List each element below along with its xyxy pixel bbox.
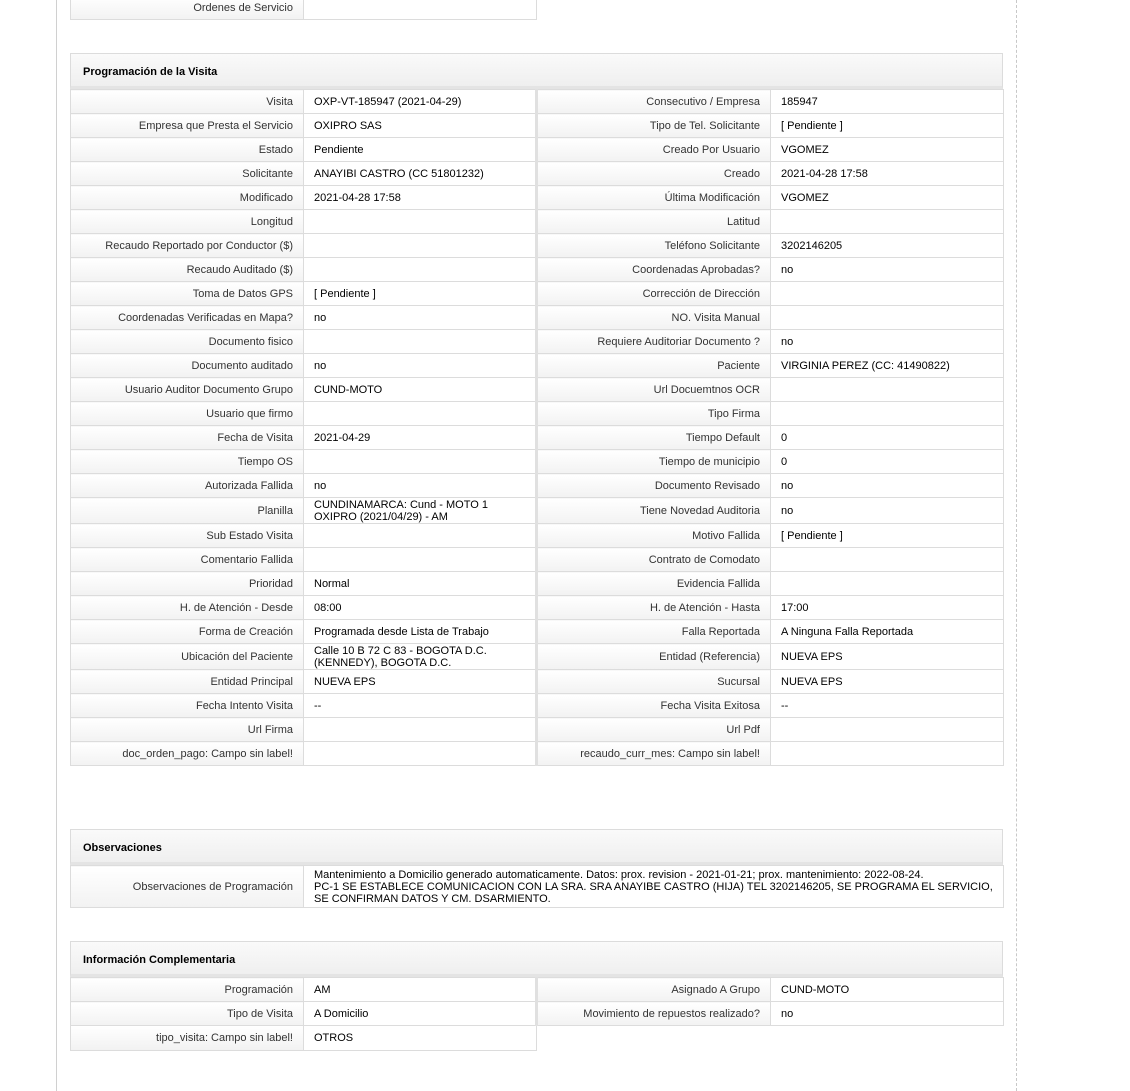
field-row bbox=[71, 186, 1004, 210]
field-label: Tipo de Tel. Solicitante bbox=[537, 114, 771, 138]
field-label: NO. Visita Manual bbox=[537, 306, 771, 330]
field-value bbox=[304, 402, 537, 426]
field-value: 17:00 bbox=[771, 596, 1004, 620]
field-value: AM bbox=[304, 978, 537, 1002]
field-row bbox=[71, 210, 1004, 234]
field-row bbox=[71, 1002, 1004, 1026]
field-value bbox=[771, 402, 1004, 426]
field-label: Creado Por Usuario bbox=[537, 138, 771, 162]
field-label: Evidencia Fallida bbox=[537, 572, 771, 596]
field-value: -- bbox=[771, 694, 1004, 718]
field-value: no bbox=[771, 258, 1004, 282]
field-row bbox=[71, 138, 1004, 162]
field-value bbox=[304, 450, 537, 474]
left-page-border bbox=[56, 0, 57, 1091]
field-row bbox=[71, 644, 1004, 670]
field-value bbox=[771, 718, 1004, 742]
field-value: Programada desde Lista de Trabajo bbox=[304, 620, 537, 644]
field-row bbox=[71, 258, 1004, 282]
field-label: Tipo Firma bbox=[537, 402, 771, 426]
field-label: Usuario que firmo bbox=[71, 402, 304, 426]
field-label: Url Docuemtnos OCR bbox=[537, 378, 771, 402]
field-label: Consecutivo / Empresa bbox=[537, 90, 771, 114]
field-value: A Domicilio bbox=[304, 1002, 537, 1026]
section-title: Información Complementaria bbox=[70, 941, 1003, 977]
field-value: no bbox=[771, 498, 1004, 524]
field-label: Url Firma bbox=[71, 718, 304, 742]
field-label: Requiere Auditoriar Documento ? bbox=[537, 330, 771, 354]
field-value: VGOMEZ bbox=[771, 186, 1004, 210]
field-row bbox=[71, 548, 1004, 572]
field-row bbox=[71, 524, 1004, 548]
field-value: no bbox=[304, 474, 537, 498]
field-value: ANAYIBI CASTRO (CC 51801232) bbox=[304, 162, 537, 186]
field-value: NUEVA EPS bbox=[304, 670, 537, 694]
field-row bbox=[71, 354, 1004, 378]
observaciones-text: Mantenimiento a Domicilio generado automaticamente. Datos: prox. revision - 2021-01-21; prox. mantenimiento: 2022-08-24. PC-1 SE ESTABLECE COMUNICACION CON LA SRA. SRA ANAYIBE CASTRO (HIJA) TEL 3202146205, SE PROGRAMA EL SERVICIO, SE CONFIRMAN DATOS Y CM. DSARMIENTO. bbox=[304, 866, 1004, 908]
field-label: Teléfono Solicitante bbox=[537, 234, 771, 258]
field-value: OXIPRO SAS bbox=[304, 114, 537, 138]
field-label: Visita bbox=[71, 90, 304, 114]
field-value: 2021-04-29 bbox=[304, 426, 537, 450]
field-label: Tipo de Visita bbox=[71, 1002, 304, 1026]
field-label: Estado bbox=[71, 138, 304, 162]
field-value: -- bbox=[304, 694, 537, 718]
field-label: Sucursal bbox=[537, 670, 771, 694]
field-label: Planilla bbox=[71, 498, 304, 524]
field-value bbox=[304, 258, 537, 282]
field-label: Tiempo OS bbox=[71, 450, 304, 474]
field-row bbox=[71, 450, 1004, 474]
programacion-table bbox=[70, 89, 1004, 766]
field-value bbox=[771, 282, 1004, 306]
field-value: 0 bbox=[771, 450, 1004, 474]
field-label: Modificado bbox=[71, 186, 304, 210]
field-value: A Ninguna Falla Reportada bbox=[771, 620, 1004, 644]
field-row bbox=[71, 426, 1004, 450]
field-label: Entidad Principal bbox=[71, 670, 304, 694]
section-title: Programación de la Visita bbox=[70, 53, 1003, 89]
field-value: no bbox=[304, 306, 537, 330]
field-label: H. de Atención - Hasta bbox=[537, 596, 771, 620]
field-label: Corrección de Dirección bbox=[537, 282, 771, 306]
field-label: Coordenadas Verificadas en Mapa? bbox=[71, 306, 304, 330]
field-value: 08:00 bbox=[304, 596, 537, 620]
field-label: Movimiento de repuestos realizado? bbox=[537, 1002, 771, 1026]
field-row bbox=[71, 306, 1004, 330]
field-label: Tiempo de municipio bbox=[537, 450, 771, 474]
field-label: Prioridad bbox=[71, 572, 304, 596]
field-row bbox=[71, 90, 1004, 114]
field-row bbox=[71, 694, 1004, 718]
field-label: Coordenadas Aprobadas? bbox=[537, 258, 771, 282]
field-value: no bbox=[304, 354, 537, 378]
field-label: Documento auditado bbox=[71, 354, 304, 378]
ordenes-servicio-table bbox=[70, 0, 537, 20]
field-label: Motivo Fallida bbox=[537, 524, 771, 548]
field-value: 0 bbox=[771, 426, 1004, 450]
field-value bbox=[771, 378, 1004, 402]
field-value bbox=[771, 742, 1004, 766]
field-value bbox=[771, 306, 1004, 330]
field-value: OXP-VT-185947 (2021-04-29) bbox=[304, 90, 537, 114]
field-value bbox=[304, 0, 537, 20]
complementaria-last-table bbox=[70, 1026, 537, 1051]
field-row bbox=[71, 402, 1004, 426]
field-label: doc_orden_pago: Campo sin label! bbox=[71, 742, 304, 766]
field-label: Recaudo Reportado por Conductor ($) bbox=[71, 234, 304, 258]
field-value bbox=[304, 742, 537, 766]
field-value: 3202146205 bbox=[771, 234, 1004, 258]
field-label: Ordenes de Servicio bbox=[71, 0, 304, 20]
field-label: Tiempo Default bbox=[537, 426, 771, 450]
field-value bbox=[771, 548, 1004, 572]
field-value bbox=[771, 572, 1004, 596]
field-label: Tiene Novedad Auditoria bbox=[537, 498, 771, 524]
field-value: 2021-04-28 17:58 bbox=[771, 162, 1004, 186]
field-label: Comentario Fallida bbox=[71, 548, 304, 572]
field-label: Contrato de Comodato bbox=[537, 548, 771, 572]
field-value bbox=[304, 210, 537, 234]
field-row bbox=[71, 162, 1004, 186]
field-label: Paciente bbox=[537, 354, 771, 378]
field-row bbox=[71, 474, 1004, 498]
field-value bbox=[304, 548, 537, 572]
field-value: Pendiente bbox=[304, 138, 537, 162]
field-value: 185947 bbox=[771, 90, 1004, 114]
field-label: Url Pdf bbox=[537, 718, 771, 742]
field-label: Ubicación del Paciente bbox=[71, 644, 304, 670]
field-value: no bbox=[771, 330, 1004, 354]
field-label: Longitud bbox=[71, 210, 304, 234]
field-value: [ Pendiente ] bbox=[771, 114, 1004, 138]
field-value: NUEVA EPS bbox=[771, 670, 1004, 694]
field-value: CUND-MOTO bbox=[771, 978, 1004, 1002]
field-value: [ Pendiente ] bbox=[771, 524, 1004, 548]
field-row bbox=[71, 596, 1004, 620]
field-row bbox=[71, 282, 1004, 306]
field-label: Documento fisico bbox=[71, 330, 304, 354]
field-label: Autorizada Fallida bbox=[71, 474, 304, 498]
complementaria-section bbox=[70, 941, 1003, 1051]
field-label: Toma de Datos GPS bbox=[71, 282, 304, 306]
field-label: Programación bbox=[71, 978, 304, 1002]
field-value: Calle 10 B 72 C 83 - BOGOTA D.C. (KENNEDY), BOGOTA D.C. bbox=[304, 644, 537, 670]
field-row bbox=[71, 234, 1004, 258]
field-label: tipo_visita: Campo sin label! bbox=[71, 1026, 304, 1050]
field-value: VIRGINIA PEREZ (CC: 41490822) bbox=[771, 354, 1004, 378]
field-value bbox=[304, 330, 537, 354]
field-row bbox=[71, 498, 1004, 524]
field-value: [ Pendiente ] bbox=[304, 282, 537, 306]
ordenes-servicio-row bbox=[70, 0, 537, 20]
field-value: OTROS bbox=[304, 1026, 537, 1050]
observaciones-section bbox=[70, 829, 1003, 908]
field-label: Creado bbox=[537, 162, 771, 186]
field-label: Usuario Auditor Documento Grupo bbox=[71, 378, 304, 402]
field-value: NUEVA EPS bbox=[771, 644, 1004, 670]
field-label: recaudo_curr_mes: Campo sin label! bbox=[537, 742, 771, 766]
field-label: Sub Estado Visita bbox=[71, 524, 304, 548]
right-page-border bbox=[1016, 0, 1017, 1091]
field-row bbox=[71, 742, 1004, 766]
field-label: H. de Atención - Desde bbox=[71, 596, 304, 620]
field-row bbox=[71, 978, 1004, 1002]
field-row bbox=[71, 330, 1004, 354]
field-value: CUNDINAMARCA: Cund - MOTO 1 OXIPRO (2021/04/29) - AM bbox=[304, 498, 537, 524]
field-value: no bbox=[771, 1002, 1004, 1026]
field-label: Última Modificación bbox=[537, 186, 771, 210]
field-value: CUND-MOTO bbox=[304, 378, 537, 402]
field-value: no bbox=[771, 474, 1004, 498]
programacion-section bbox=[70, 53, 1003, 766]
field-label: Recaudo Auditado ($) bbox=[71, 258, 304, 282]
field-label: Fecha Visita Exitosa bbox=[537, 694, 771, 718]
field-label: Falla Reportada bbox=[537, 620, 771, 644]
field-value bbox=[304, 524, 537, 548]
observaciones-table bbox=[70, 865, 1004, 908]
field-value: VGOMEZ bbox=[771, 138, 1004, 162]
field-label: Solicitante bbox=[71, 162, 304, 186]
field-row bbox=[71, 572, 1004, 596]
complementaria-table bbox=[70, 977, 1004, 1026]
field-row bbox=[71, 620, 1004, 644]
field-value bbox=[304, 234, 537, 258]
field-label: Asignado A Grupo bbox=[537, 978, 771, 1002]
field-label: Documento Revisado bbox=[537, 474, 771, 498]
field-row bbox=[71, 378, 1004, 402]
field-label: Observaciones de Programación bbox=[71, 866, 304, 908]
field-label: Entidad (Referencia) bbox=[537, 644, 771, 670]
field-row bbox=[71, 718, 1004, 742]
field-label: Latitud bbox=[537, 210, 771, 234]
field-value: 2021-04-28 17:58 bbox=[304, 186, 537, 210]
field-label: Fecha de Visita bbox=[71, 426, 304, 450]
field-row bbox=[71, 670, 1004, 694]
field-label: Empresa que Presta el Servicio bbox=[71, 114, 304, 138]
field-value: Normal bbox=[304, 572, 537, 596]
field-value bbox=[771, 210, 1004, 234]
field-row bbox=[71, 114, 1004, 138]
field-label: Forma de Creación bbox=[71, 620, 304, 644]
field-value bbox=[304, 718, 537, 742]
field-label: Fecha Intento Visita bbox=[71, 694, 304, 718]
section-title: Observaciones bbox=[70, 829, 1003, 865]
